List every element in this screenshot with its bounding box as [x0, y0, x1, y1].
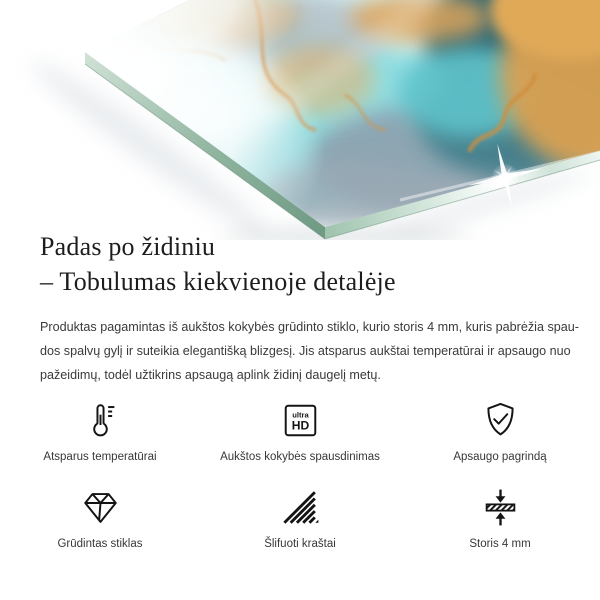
ultra-hd-icon — [279, 399, 322, 442]
feature-tempered-glass — [0, 486, 200, 550]
description-line: pažeidimų, todėl užtikrins apsaugą aplink židinį daugelį metų. — [40, 368, 381, 382]
polished-edges-icon — [279, 486, 322, 529]
thermometer-icon — [79, 399, 122, 442]
feature-grid — [0, 399, 600, 550]
description-line: dos spalvų gylį ir suteikia elegantišką blizgesį. Jis atsparus aukštai temperatūrai ir apsaugo nuo — [40, 344, 571, 358]
product-photo — [0, 0, 600, 240]
feature-thickness — [400, 486, 600, 550]
description-line: Produktas pagamintas iš aukštos kokybės grūdinto stiklo, kurio storis 4 mm, kuris pabrėžia spau- — [40, 320, 579, 334]
feature-polished-edges — [200, 486, 400, 550]
thickness-icon — [479, 486, 522, 529]
title-line-2: – Tobulumas kiekvienoje detalėje — [40, 267, 396, 296]
diamond-icon — [79, 486, 122, 529]
feature-label: Apsaugo pagrindą — [453, 451, 547, 463]
title-line-1: Padas po židiniu — [40, 232, 216, 261]
feature-heat-resistant — [0, 399, 200, 463]
feature-label: Aukštos kokybės spausdinimas — [220, 451, 380, 463]
page-title — [40, 229, 585, 299]
shield-check-icon — [479, 399, 522, 442]
product-description-section — [40, 229, 585, 387]
feature-protects-base — [400, 399, 600, 463]
feature-ultra-hd-print — [200, 399, 400, 463]
feature-label: Storis 4 mm — [469, 538, 531, 550]
product-description — [40, 315, 585, 387]
feature-label: Šlifuoti kraštai — [264, 538, 336, 550]
hd-label: HD — [291, 418, 309, 433]
feature-label: Grūdintas stiklas — [57, 538, 143, 550]
ultra-label: ultra — [291, 410, 309, 420]
feature-label: Atsparus temperatūrai — [43, 451, 157, 463]
